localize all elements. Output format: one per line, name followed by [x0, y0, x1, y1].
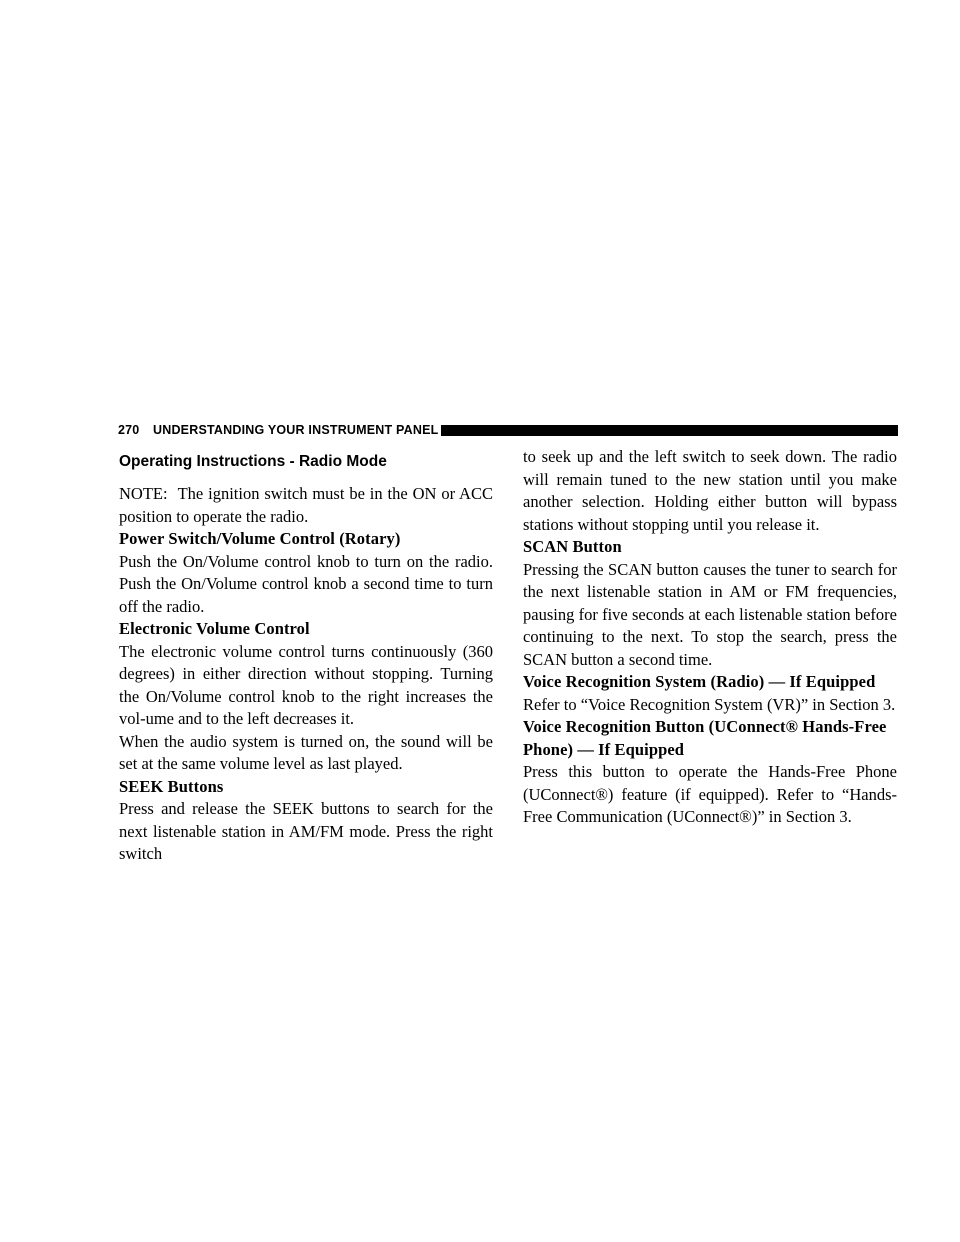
voice-recognition-text: Refer to “Voice Recognition System (VR)” in Section 3. [523, 694, 896, 714]
seek-buttons-heading: SEEK Buttons [119, 776, 224, 796]
voice-recognition-button-text: Press this button to operate the Hands-Free Phone (UConnect®) feature (if equipped). Refer to “Hands-Free Communication (UConnect®)” in Section 3. [523, 762, 897, 826]
audio-system-text: When the audio system is turned on, the sound will be set at the same volume level as last played. [119, 731, 493, 773]
right-column [523, 446, 897, 829]
electronic-volume-heading: Electronic Volume Control [119, 619, 310, 638]
note-paragraph [119, 483, 493, 528]
voice-recognition-heading: Voice Recognition System (Radio) — If Equipped [523, 672, 876, 691]
voice-recognition-button-heading: Voice Recognition Button (UConnect® Hands-Free Phone) — If Equipped [523, 717, 887, 759]
power-switch-heading: Power Switch/Volume Control (Rotary) [119, 529, 401, 548]
chapter-title: UNDERSTANDING YOUR INSTRUMENT PANEL [153, 423, 439, 437]
left-column [119, 451, 493, 866]
header-rule [441, 425, 898, 436]
section-title: Operating Instructions - Radio Mode [119, 453, 387, 470]
page-number: 270 [118, 423, 140, 437]
scan-button-text: Pressing the SCAN button causes the tuner to search for the next listenable station in AM or FM frequencies, pausing for five seconds at each listenable station before continuing to the next. To stop the search, press the SCAN button a second time. [523, 559, 897, 669]
power-switch-text: Push the On/Volume control knob to turn on the radio. Push the On/Volume control knob a second time to turn off the radio. [119, 551, 493, 616]
seek-buttons-text: Press and release the SEEK buttons to search for the next listenable station in AM/FM mode. Press the right switch [119, 799, 493, 863]
note-label: NOTE: [119, 484, 168, 503]
seek-continued-text: to seek up and the left switch to seek down. The radio will remain tuned to the new station until you make another selection. Holding either button will bypass stations without stopping until you release it. [523, 447, 897, 534]
page-header [118, 420, 898, 440]
scan-button-heading: SCAN Button [523, 537, 622, 556]
note-text: The ignition switch must be in the ON or ACC position to operate the radio. [119, 484, 493, 526]
electronic-volume-text: The electronic volume control turns continuously (360 degrees) in either direction without stopping. Turning the On/Volume control knob to the right increases the vol-ume and to the left decreases it. [119, 641, 493, 728]
